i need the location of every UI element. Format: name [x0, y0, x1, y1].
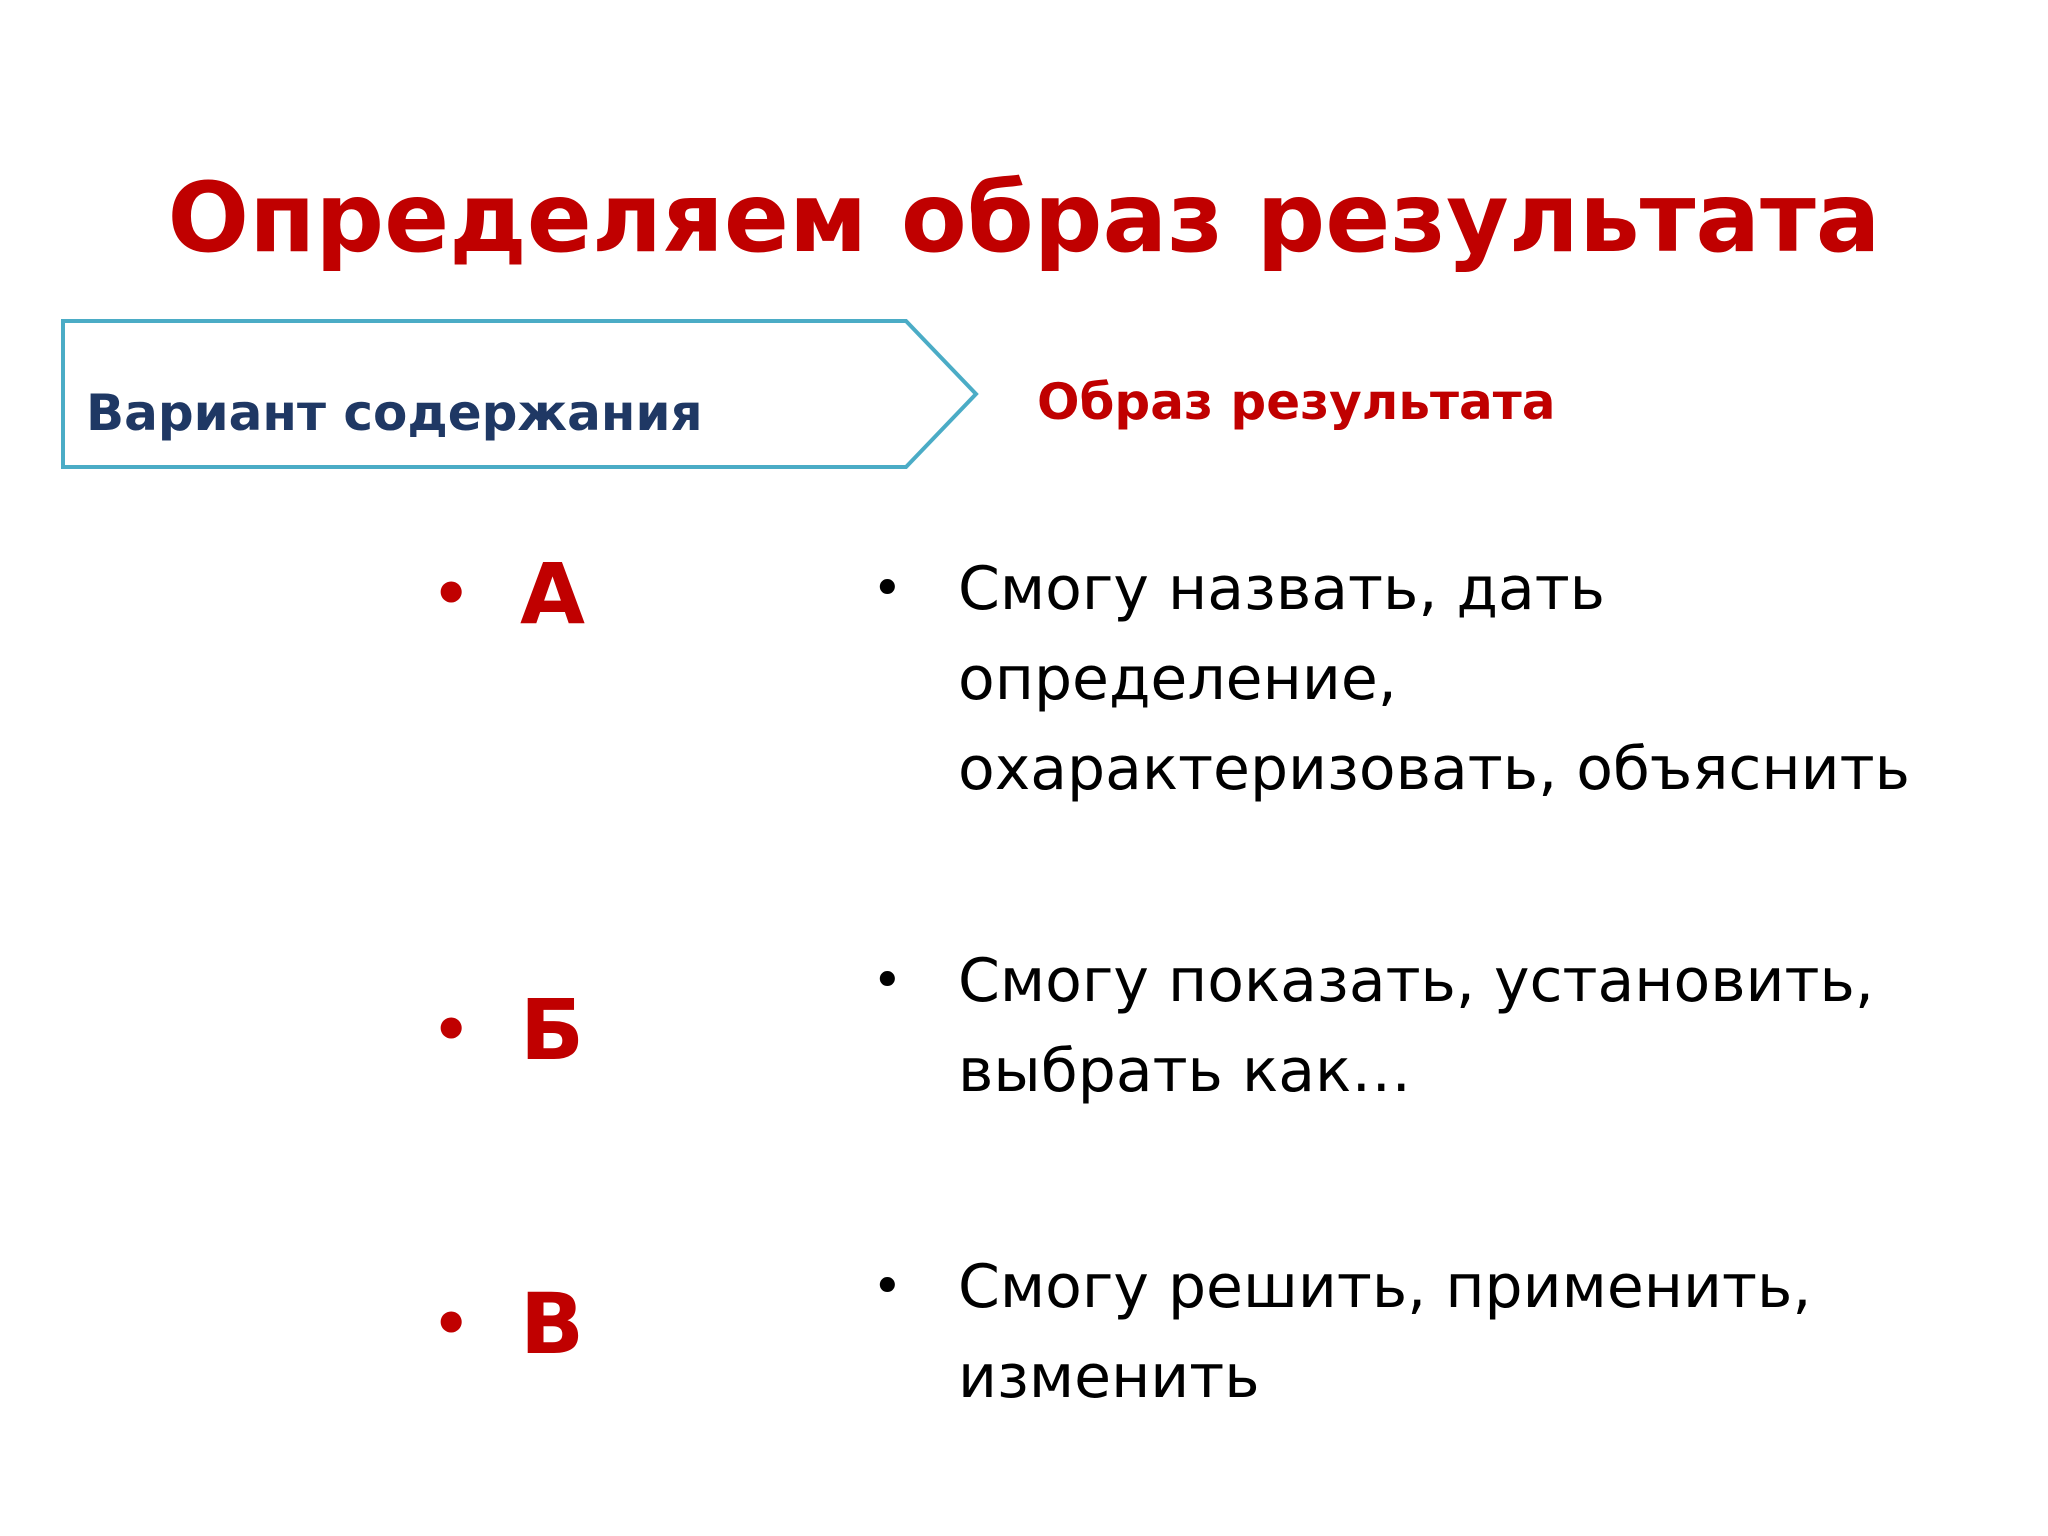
variant-header-arrow	[60, 318, 980, 470]
variant-letter: В	[520, 1275, 585, 1373]
variant-letter: Б	[520, 981, 585, 1079]
slide-title: Определяем образ результата	[167, 162, 1881, 274]
bullet-icon: •	[872, 559, 903, 619]
bullet-icon: •	[432, 1289, 471, 1359]
variant-header-label: Вариант содержания	[86, 384, 703, 442]
result-text: Смогу показать, установить, выбрать как…	[958, 946, 1874, 1106]
bullet-icon: •	[872, 951, 903, 1011]
variant-item-a	[432, 545, 586, 643]
variant-letter: А	[520, 545, 586, 643]
result-item-b	[872, 936, 1992, 1116]
result-item-c	[872, 1242, 1992, 1422]
result-item-a	[872, 544, 1992, 814]
bullet-icon: •	[432, 995, 471, 1065]
result-text: Смогу назвать, дать определение, охарактеризовать, объяснить	[958, 554, 1910, 804]
bullet-icon: •	[872, 1257, 903, 1317]
variant-item-b	[432, 981, 585, 1079]
variant-item-c	[432, 1275, 585, 1373]
result-header-label: Образ результата	[1037, 373, 1556, 431]
result-text: Смогу решить, применить, изменить	[958, 1252, 1812, 1412]
bullet-icon: •	[432, 559, 471, 629]
